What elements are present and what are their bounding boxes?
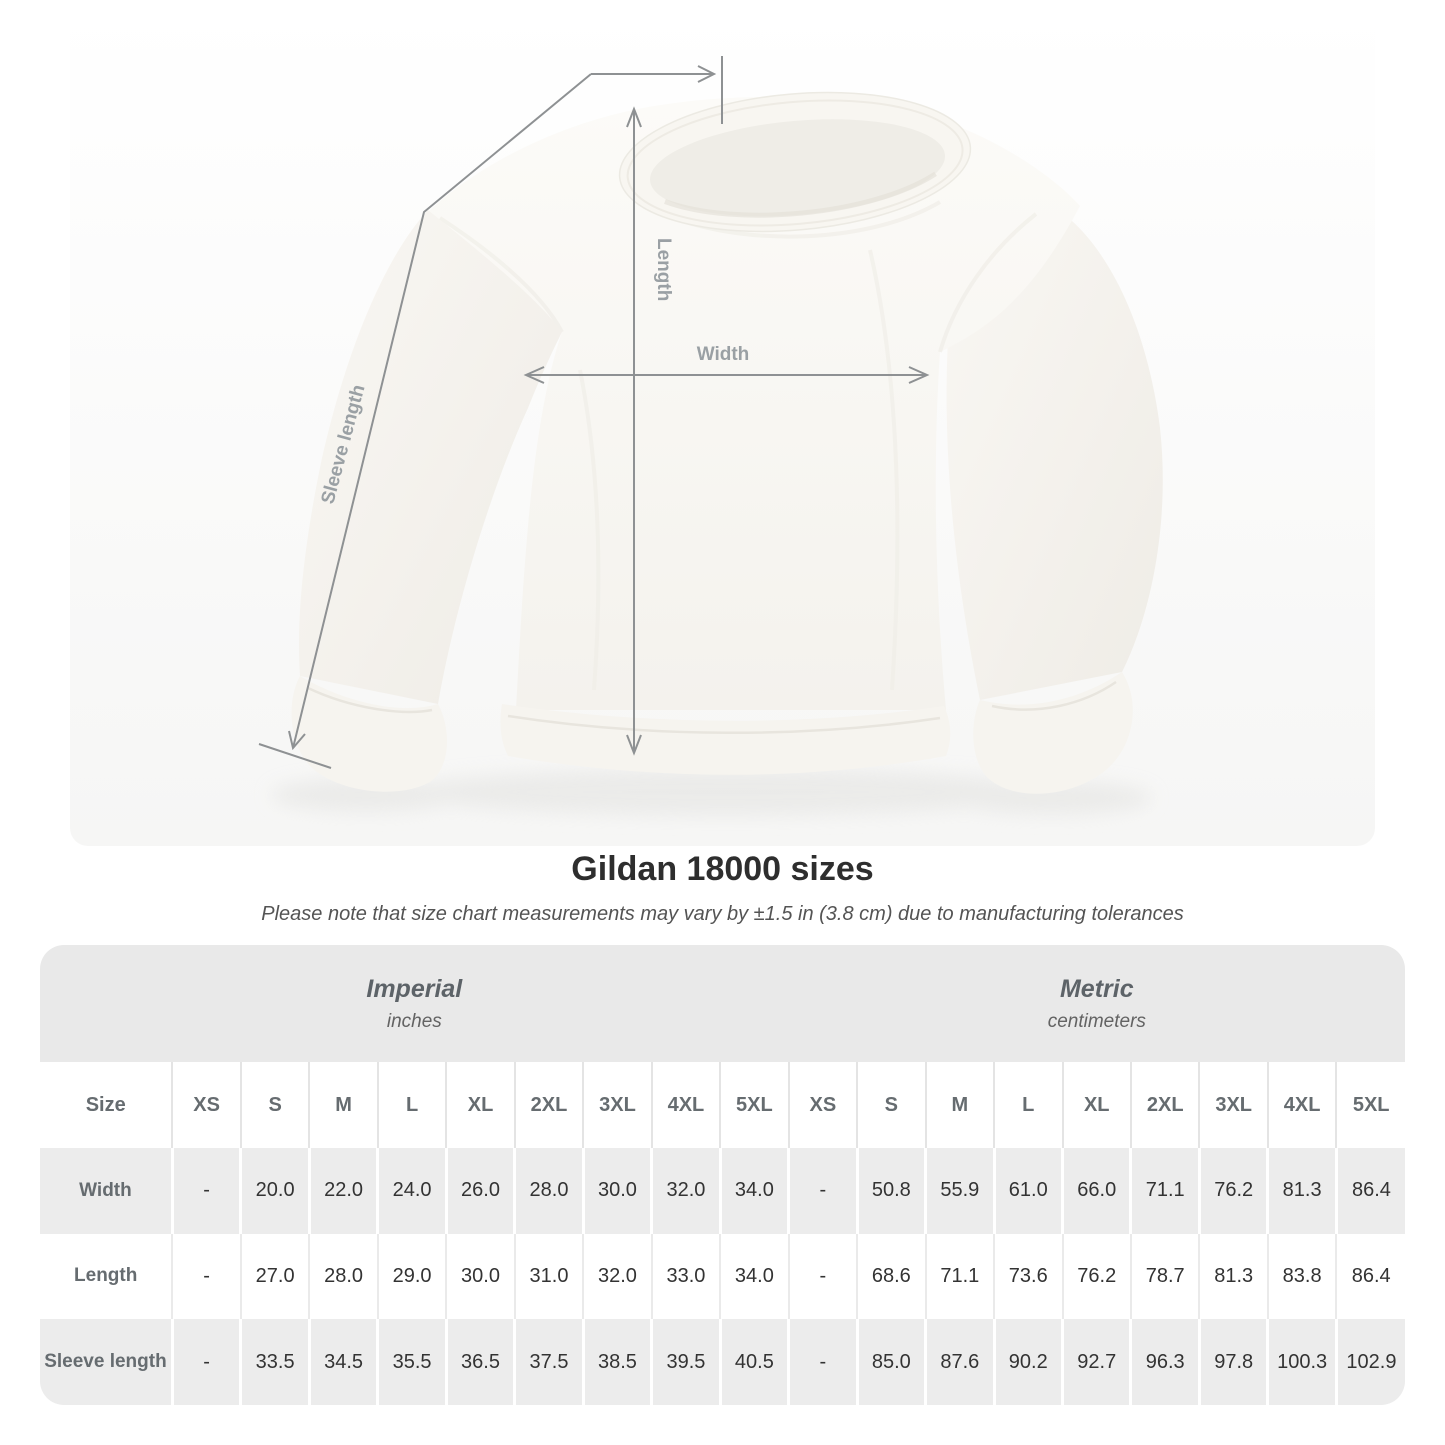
table-cell: 35.5 xyxy=(378,1319,446,1405)
table-cell: - xyxy=(172,1148,240,1234)
table-cell: 102.9 xyxy=(1336,1319,1405,1405)
table-cell: 100.3 xyxy=(1268,1319,1336,1405)
size-column-header: 3XL xyxy=(1199,1062,1267,1148)
table-cell: - xyxy=(789,1234,857,1320)
row-label: Width xyxy=(40,1148,172,1234)
size-corner-header: Size xyxy=(40,1062,172,1148)
table-cell: 26.0 xyxy=(446,1148,514,1234)
imperial-section-header xyxy=(40,945,789,1062)
table-cell: 34.0 xyxy=(720,1234,788,1320)
table-cell: 76.2 xyxy=(1199,1148,1267,1234)
size-column-header: L xyxy=(378,1062,446,1148)
table-cell: 33.5 xyxy=(241,1319,309,1405)
size-column-header: M xyxy=(309,1062,377,1148)
table-cell: 78.7 xyxy=(1131,1234,1199,1320)
size-chart-table xyxy=(40,945,1405,1405)
table-cell: 29.0 xyxy=(378,1234,446,1320)
table-cell: 68.6 xyxy=(857,1234,925,1320)
size-column-header: L xyxy=(994,1062,1062,1148)
table-cell: 33.0 xyxy=(652,1234,720,1320)
table-cell: 81.3 xyxy=(1199,1234,1267,1320)
table-cell: - xyxy=(789,1148,857,1234)
size-column-header: S xyxy=(857,1062,925,1148)
table-cell: 76.2 xyxy=(1063,1234,1131,1320)
table-cell: 28.0 xyxy=(309,1234,377,1320)
table-cell: - xyxy=(172,1234,240,1320)
table-cell: 66.0 xyxy=(1063,1148,1131,1234)
table-cell: 96.3 xyxy=(1131,1319,1199,1405)
table-cell: 39.5 xyxy=(652,1319,720,1405)
table-cell: 86.4 xyxy=(1336,1148,1405,1234)
table-row xyxy=(40,1319,1405,1405)
unit-band-row xyxy=(40,945,1405,1062)
size-column-header: 2XL xyxy=(1131,1062,1199,1148)
metric-label: Metric xyxy=(1059,974,1134,1003)
table-cell: 38.5 xyxy=(583,1319,651,1405)
table-cell: 24.0 xyxy=(378,1148,446,1234)
table-cell: 71.1 xyxy=(1131,1148,1199,1234)
table-cell: 30.0 xyxy=(446,1234,514,1320)
table-cell: 34.0 xyxy=(720,1148,788,1234)
table-cell: - xyxy=(172,1319,240,1405)
table-cell: 92.7 xyxy=(1063,1319,1131,1405)
table-cell: 73.6 xyxy=(994,1234,1062,1320)
size-column-header: XL xyxy=(446,1062,514,1148)
size-column-header: S xyxy=(241,1062,309,1148)
table-cell: 50.8 xyxy=(857,1148,925,1234)
imperial-label: Imperial xyxy=(366,974,463,1003)
imperial-unit-label: inches xyxy=(386,1010,442,1032)
table-cell: 30.0 xyxy=(583,1148,651,1234)
sleeve-measure-label: Sleeve length xyxy=(317,382,370,507)
table-cell: 37.5 xyxy=(515,1319,583,1405)
size-table xyxy=(40,945,1405,1405)
size-column-header: 3XL xyxy=(583,1062,651,1148)
row-label: Length xyxy=(40,1234,172,1320)
table-row xyxy=(40,1234,1405,1320)
table-cell: 32.0 xyxy=(583,1234,651,1320)
table-cell: 97.8 xyxy=(1199,1319,1267,1405)
size-column-header: M xyxy=(926,1062,994,1148)
page-title: Gildan 18000 sizes xyxy=(571,850,874,888)
table-cell: 55.9 xyxy=(926,1148,994,1234)
table-cell: 61.0 xyxy=(994,1148,1062,1234)
row-label: Sleeve length xyxy=(40,1319,172,1405)
length-measure-label: Length xyxy=(653,238,674,302)
table-cell: 34.5 xyxy=(309,1319,377,1405)
table-cell: 83.8 xyxy=(1268,1234,1336,1320)
table-cell: 22.0 xyxy=(309,1148,377,1234)
table-cell: 32.0 xyxy=(652,1148,720,1234)
table-cell: 85.0 xyxy=(857,1319,925,1405)
table-cell: 81.3 xyxy=(1268,1148,1336,1234)
table-cell: 40.5 xyxy=(720,1319,788,1405)
table-row xyxy=(40,1148,1405,1234)
size-column-header: 5XL xyxy=(1336,1062,1405,1148)
width-measure-label: Width xyxy=(696,344,750,365)
table-cell: 20.0 xyxy=(241,1148,309,1234)
size-column-header: 4XL xyxy=(652,1062,720,1148)
size-column-header: XS xyxy=(789,1062,857,1148)
table-cell: 31.0 xyxy=(515,1234,583,1320)
table-cell: 90.2 xyxy=(994,1319,1062,1405)
size-column-header: 4XL xyxy=(1268,1062,1336,1148)
size-column-header: 2XL xyxy=(515,1062,583,1148)
table-cell: 28.0 xyxy=(515,1148,583,1234)
table-cell: 87.6 xyxy=(926,1319,994,1405)
table-cell: 27.0 xyxy=(241,1234,309,1320)
metric-section-header xyxy=(789,945,1405,1062)
table-cell: 86.4 xyxy=(1336,1234,1405,1320)
page-subtitle: Please note that size chart measurements may vary by ±1.5 in (3.8 cm) due to manufacturing tolerances xyxy=(261,903,1184,925)
size-header-row xyxy=(40,1062,1405,1148)
table-cell: - xyxy=(789,1319,857,1405)
size-column-header: XL xyxy=(1063,1062,1131,1148)
table-cell: 71.1 xyxy=(926,1234,994,1320)
size-column-header: 5XL xyxy=(720,1062,788,1148)
size-column-header: XS xyxy=(172,1062,240,1148)
table-cell: 36.5 xyxy=(446,1319,514,1405)
metric-unit-label: centimeters xyxy=(1047,1010,1146,1032)
